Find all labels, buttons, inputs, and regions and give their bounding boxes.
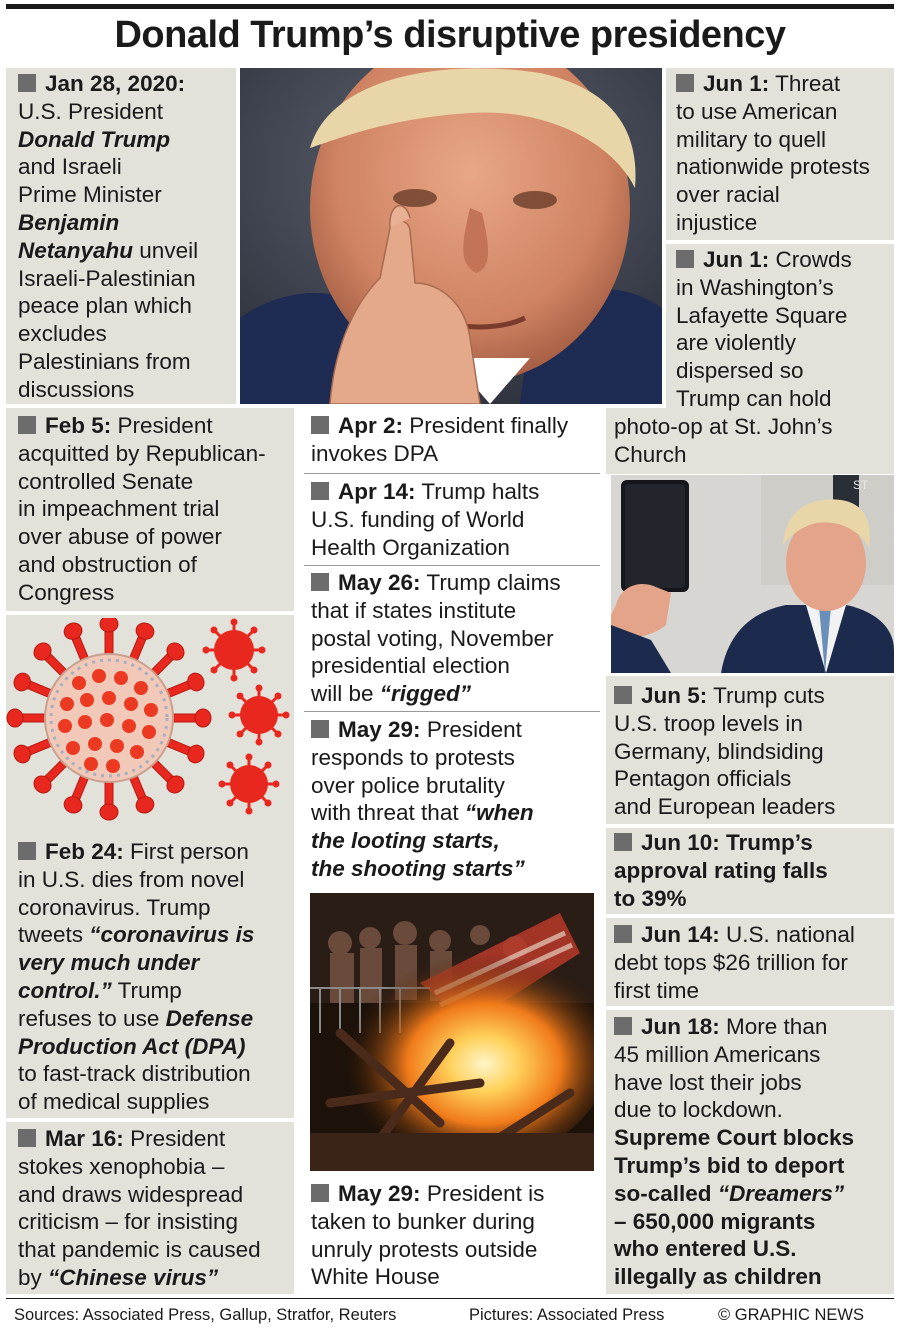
entry-jan28: Jan 28, 2020: U.S. President Donald Trump and Israeli Prime Minister Benjamin Netanyahu unveil Israeli-Palestinian peace plan which excludes Palestinians from discussions: [18, 71, 199, 402]
footer: [6, 1298, 894, 1331]
entry-may26: May 26: Trump claims that if states institute postal voting, November presidential election will be “rigged”: [311, 570, 561, 707]
entry-jun1b-lower: photo-op at St. John’s Church: [614, 414, 833, 467]
trump-bible-photo: [611, 475, 894, 673]
virus-small-2: [229, 685, 290, 746]
entry-jun10: Jun 10: Trump’s approval rating falls to 39%: [614, 830, 828, 911]
footer-sources: Sources: Associated Press, Gallup, Stratfor, Reuters: [14, 1306, 397, 1324]
bullet-square: [311, 720, 329, 738]
bullet-square: [18, 842, 36, 860]
coronavirus-illustration: [6, 618, 294, 838]
divider: [304, 711, 600, 712]
bullet-square: [614, 833, 632, 851]
virus-small-1: [203, 619, 266, 682]
bullet-square: [614, 686, 632, 704]
trump-pointing-photo: [240, 68, 662, 404]
bullet-square: [311, 573, 329, 591]
protest-fire-photo: [310, 893, 594, 1171]
footer-pictures: Pictures: Associated Press: [469, 1306, 665, 1324]
bullet-square: [311, 1184, 329, 1202]
entry-may29b: May 29: President is taken to bunker during unruly protests outside White House: [311, 1181, 545, 1290]
entry-apr14: Apr 14: Trump halts U.S. funding of World Health Organization: [311, 479, 540, 560]
footer-credit: © GRAPHIC NEWS: [718, 1306, 865, 1324]
top-rule: [6, 4, 894, 9]
bullet-square: [18, 1129, 36, 1147]
entry-mar16: Mar 16: President stokes xenophobia – and draws widespread criticism – for insisting that pandemic is caused by “Chinese virus”: [18, 1126, 261, 1290]
bullet-square: [614, 1017, 632, 1035]
divider: [304, 565, 600, 566]
entry-apr2: Apr 2: President finally invokes DPA: [311, 413, 569, 466]
entry-jun1a: Jun 1: Threat to use American military to quell nationwide protests over racial injustice: [676, 71, 870, 235]
virus-small-3: [219, 754, 280, 815]
bullet-square: [311, 416, 329, 434]
page-title: Donald Trump’s disruptive presidency: [114, 14, 786, 56]
entry-feb24: Feb 24: First person in U.S. dies from novel coronavirus. Trump tweets “coronavirus is very much under control.” Trump refuses to use Defense Production Act (DPA) to fast-track distribution of medical supplies: [18, 839, 255, 1115]
entry-jun18: Jun 18: More than 45 million Americans have lost their jobs due to lockdown. Supreme Court blocks Trump’s bid to deport so-called “Dreamers” – 650,000 migrants who entered U.S. illegally as children: [614, 1014, 855, 1290]
bullet-square: [676, 74, 694, 92]
divider: [304, 473, 600, 474]
bullet-square: [311, 482, 329, 500]
bullet-square: [18, 74, 36, 92]
entry-jun5: Jun 5: Trump cuts U.S. troop levels in Germany, blindsiding Pentagon officials and European leaders: [614, 683, 836, 820]
bullet-square: [676, 250, 694, 268]
virus-large: [7, 618, 211, 820]
entry-feb5: Feb 5: President acquitted by Republican- controlled Senate in impeachment trial over abuse of power and obstruction of Congress: [18, 413, 266, 605]
entry-may29a: May 29: President responds to protests over police brutality with threat that “when the looting starts, the shooting starts”: [311, 717, 534, 881]
bullet-square: [18, 416, 36, 434]
entry-jun14: Jun 14: U.S. national debt tops $26 trillion for first time: [614, 922, 855, 1003]
sign-text: ST: [853, 478, 869, 492]
entry-jun1b-upper: Jun 1: Crowds in Washington’s Lafayette Square are violently dispersed so Trump can hold: [676, 247, 852, 411]
bullet-square: [614, 925, 632, 943]
